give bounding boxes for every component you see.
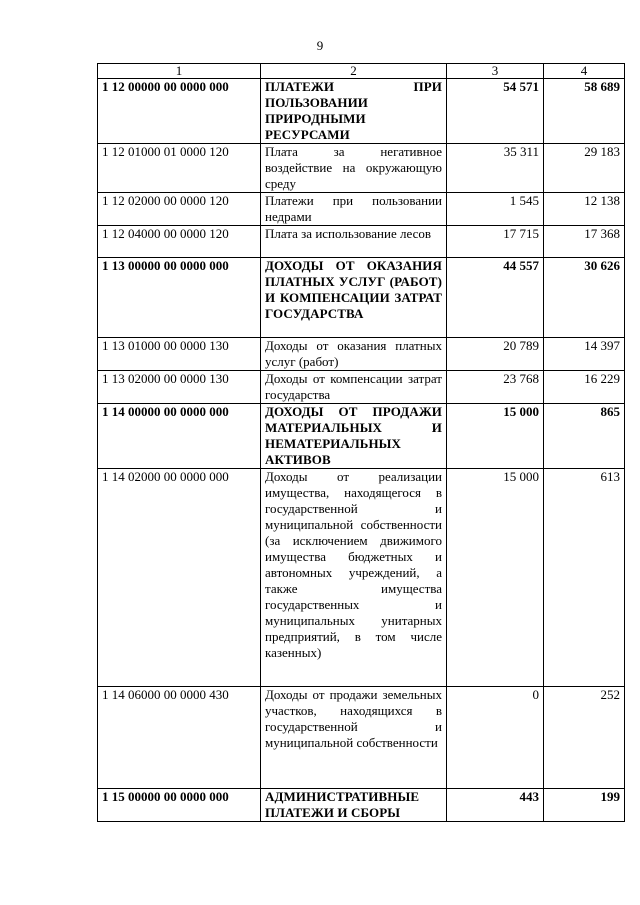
value-column-4: 865 [544, 404, 625, 469]
revenue-name: ПЛАТЕЖИ ПРИ ПОЛЬЗОВАНИИ ПРИРОДНЫМИ РЕСУРСАМИ [261, 79, 447, 144]
revenue-name: ДОХОДЫ ОТ ОКАЗАНИЯ ПЛАТНЫХ УСЛУГ (РАБОТ) И КОМПЕНСАЦИИ ЗАТРАТ ГОСУДАРСТВА [261, 258, 447, 338]
revenue-name: Доходы от компенсации затрат государства [261, 371, 447, 404]
value-column-3: 15 000 [447, 469, 544, 687]
table-row [98, 687, 625, 789]
value-column-3: 35 311 [447, 144, 544, 193]
value-column-3: 0 [447, 687, 544, 789]
value-column-4: 17 368 [544, 226, 625, 258]
value-column-4: 16 229 [544, 371, 625, 404]
column-number-1: 1 [98, 64, 261, 79]
column-number-4: 4 [544, 64, 625, 79]
table-row [98, 193, 625, 226]
table-row [98, 258, 625, 338]
revenue-name: Плата за использование лесов [261, 226, 447, 258]
table-row [98, 144, 625, 193]
table-row [98, 79, 625, 144]
budget-code: 1 14 00000 00 0000 000 [98, 404, 261, 469]
budget-code: 1 13 01000 00 0000 130 [98, 338, 261, 371]
revenue-name: АДМИНИСТРАТИВНЫЕ ПЛАТЕЖИ И СБОРЫ [261, 789, 447, 822]
budget-code: 1 15 00000 00 0000 000 [98, 789, 261, 822]
table-row [98, 226, 625, 258]
value-column-3: 20 789 [447, 338, 544, 371]
column-number-2: 2 [261, 64, 447, 79]
revenue-name: ДОХОДЫ ОТ ПРОДАЖИ МАТЕРИАЛЬНЫХ И НЕМАТЕРИАЛЬНЫХ АКТИВОВ [261, 404, 447, 469]
value-column-4: 252 [544, 687, 625, 789]
budget-code: 1 14 06000 00 0000 430 [98, 687, 261, 789]
table-row [98, 371, 625, 404]
budget-code: 1 12 00000 00 0000 000 [98, 79, 261, 144]
table-header-row [98, 64, 625, 79]
budget-code: 1 13 00000 00 0000 000 [98, 258, 261, 338]
value-column-3: 15 000 [447, 404, 544, 469]
value-column-4: 58 689 [544, 79, 625, 144]
value-column-3: 1 545 [447, 193, 544, 226]
value-column-4: 30 626 [544, 258, 625, 338]
revenue-name: Плата за негативное воздействие на окружающую среду [261, 144, 447, 193]
value-column-4: 12 138 [544, 193, 625, 226]
table-row [98, 404, 625, 469]
table-row [98, 338, 625, 371]
revenue-name: Доходы от продажи земельных участков, находящихся в государственной и муниципальной собственности [261, 687, 447, 789]
revenue-name: Доходы от реализации имущества, находящегося в государственной и муниципальной собственности (за исключением движимого имущества бюджетных и автономных учреждений, а также имущества государственных и муниципальных унитарных предприятий, в том числе казенных) [261, 469, 447, 687]
page-number: 9 [316, 38, 324, 53]
revenue-name: Платежи при пользовании недрами [261, 193, 447, 226]
value-column-4: 613 [544, 469, 625, 687]
value-column-3: 443 [447, 789, 544, 822]
budget-code: 1 12 04000 00 0000 120 [98, 226, 261, 258]
table-row [98, 789, 625, 822]
revenue-name: Доходы от оказания платных услуг (работ) [261, 338, 447, 371]
value-column-3: 17 715 [447, 226, 544, 258]
budget-code: 1 13 02000 00 0000 130 [98, 371, 261, 404]
table-row [98, 469, 625, 687]
value-column-4: 14 397 [544, 338, 625, 371]
budget-code: 1 14 02000 00 0000 000 [98, 469, 261, 687]
value-column-3: 54 571 [447, 79, 544, 144]
value-column-3: 44 557 [447, 258, 544, 338]
budget-code: 1 12 01000 01 0000 120 [98, 144, 261, 193]
column-number-3: 3 [447, 64, 544, 79]
budget-revenue-table [97, 63, 625, 822]
value-column-4: 29 183 [544, 144, 625, 193]
value-column-4: 199 [544, 789, 625, 822]
value-column-3: 23 768 [447, 371, 544, 404]
budget-code: 1 12 02000 00 0000 120 [98, 193, 261, 226]
